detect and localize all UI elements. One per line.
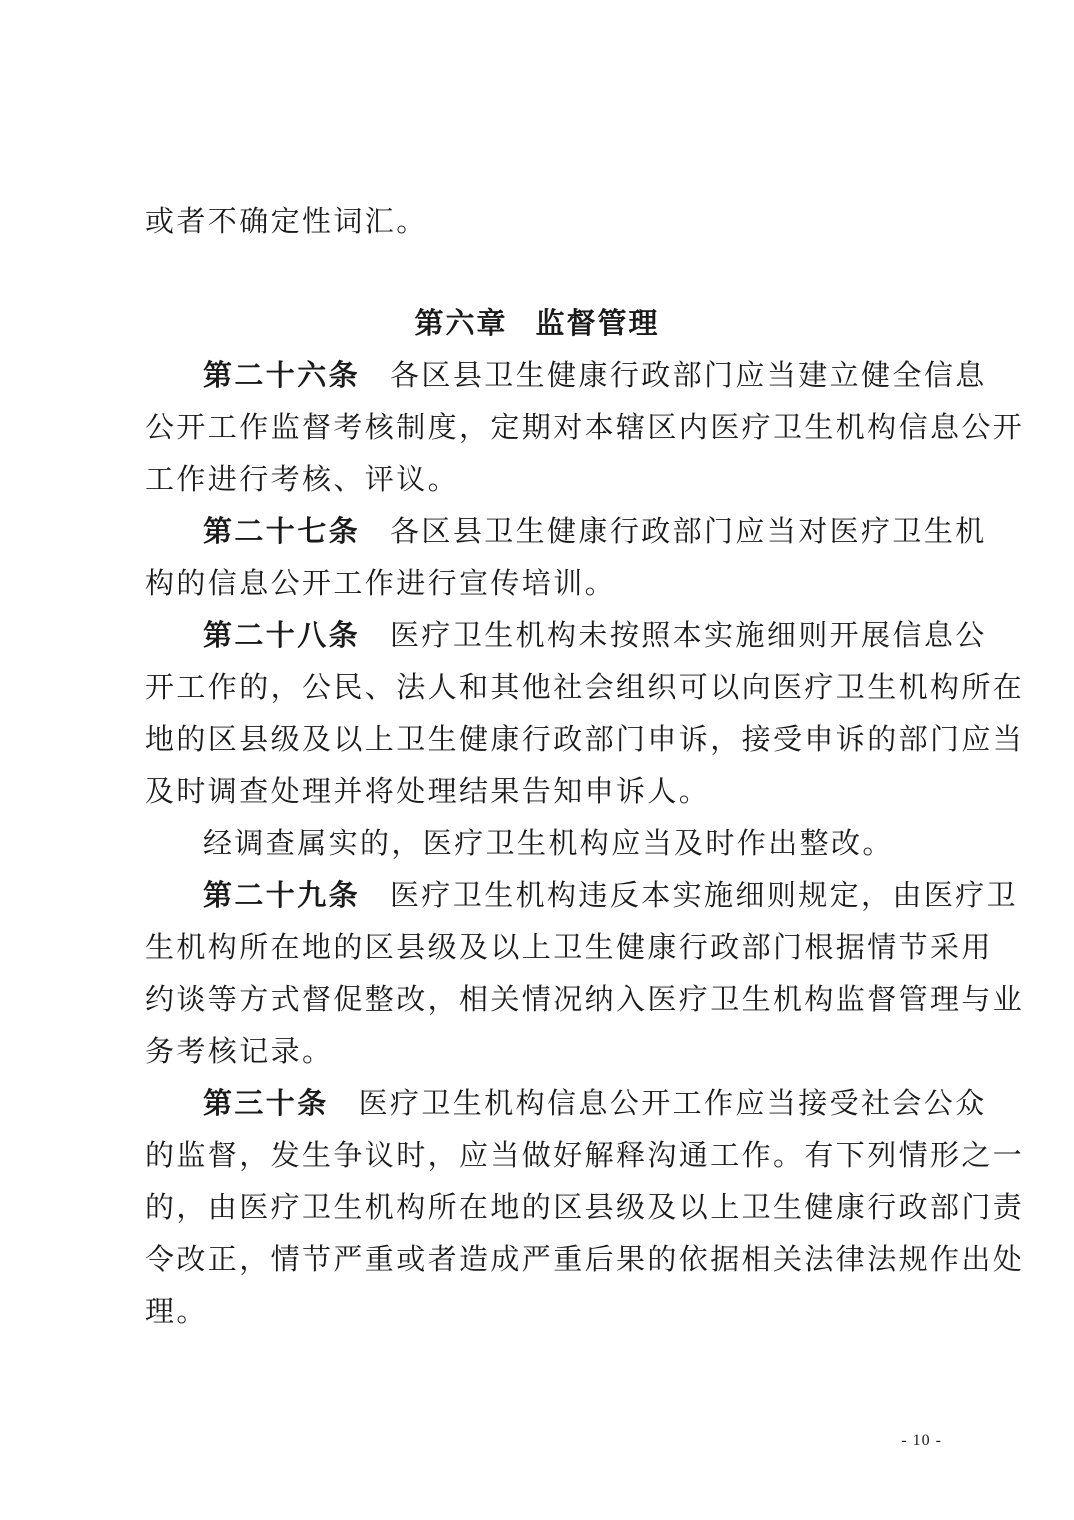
article-28-line-1: [203, 606, 987, 664]
article-28-heading: 第二十八条: [203, 618, 361, 652]
article-26-line-1: [203, 346, 987, 404]
article-29-line-3: 约谈等方式督促整改，相关情况纳入医疗卫生机构监督管理与业: [145, 982, 1025, 1016]
article-29-line-4: 务考核记录。: [145, 1034, 334, 1068]
article-26-text: 各区县卫生健康行政部门应当建立健全信息: [390, 358, 987, 392]
chapter-heading: [0, 294, 1074, 352]
page-number: - 10 -: [901, 1432, 942, 1449]
article-27-line-1: [203, 502, 987, 560]
chapter-number: 第六章: [414, 306, 508, 340]
article-28-line-4: 及时调查处理并将处理结果告知申诉人。: [145, 774, 711, 808]
article-27-heading: 第二十七条: [203, 514, 361, 548]
article-27-line-2: 构的信息公开工作进行宣传培训。: [145, 566, 617, 600]
article-28-line-2: 开工作的，公民、法人和其他社会组织可以向医疗卫生机构所在: [145, 670, 1025, 704]
article-30-line-4: 令改正，情节严重或者造成严重后果的依据相关法律法规作出处: [145, 1242, 1025, 1276]
article-26-line-3: 工作进行考核、评议。: [145, 462, 460, 496]
article-28-extra-paragraph: 经调查属实的，医疗卫生机构应当及时作出整改。: [203, 826, 894, 860]
article-26-heading: 第二十六条: [203, 358, 361, 392]
article-30-line-3: 的，由医疗卫生机构所在地的区县级及以上卫生健康行政部门责: [145, 1190, 1025, 1224]
article-29-line-2: 生机构所在地的区县级及以上卫生健康行政部门根据情节采用: [145, 930, 993, 964]
article-30-line-5: 理。: [145, 1294, 208, 1328]
article-29-text: 医疗卫生机构违反本实施细则规定，由医疗卫: [390, 878, 1019, 912]
article-27-text: 各区县卫生健康行政部门应当对医疗卫生机: [390, 514, 987, 548]
article-26-line-2: 公开工作监督考核制度，定期对本辖区内医疗卫生机构信息公开: [145, 410, 1025, 444]
article-30-line-2: 的监督，发生争议时，应当做好解释沟通工作。有下列情形之一: [145, 1138, 1025, 1172]
article-29-heading: 第二十九条: [203, 878, 361, 912]
article-29-line-1: [203, 866, 1019, 924]
article-30-text: 医疗卫生机构信息公开工作应当接受社会公众: [358, 1086, 987, 1120]
article-28-line-3: 地的区县级及以上卫生健康行政部门申诉，接受申诉的部门应当: [145, 722, 1025, 756]
article-28-text: 医疗卫生机构未按照本实施细则开展信息公: [390, 618, 987, 652]
article-30-heading: 第三十条: [203, 1086, 329, 1120]
article-30-line-1: [203, 1074, 987, 1132]
chapter-title: 监督管理: [535, 306, 660, 340]
carryover-text: 或者不确定性词汇。: [145, 204, 428, 238]
